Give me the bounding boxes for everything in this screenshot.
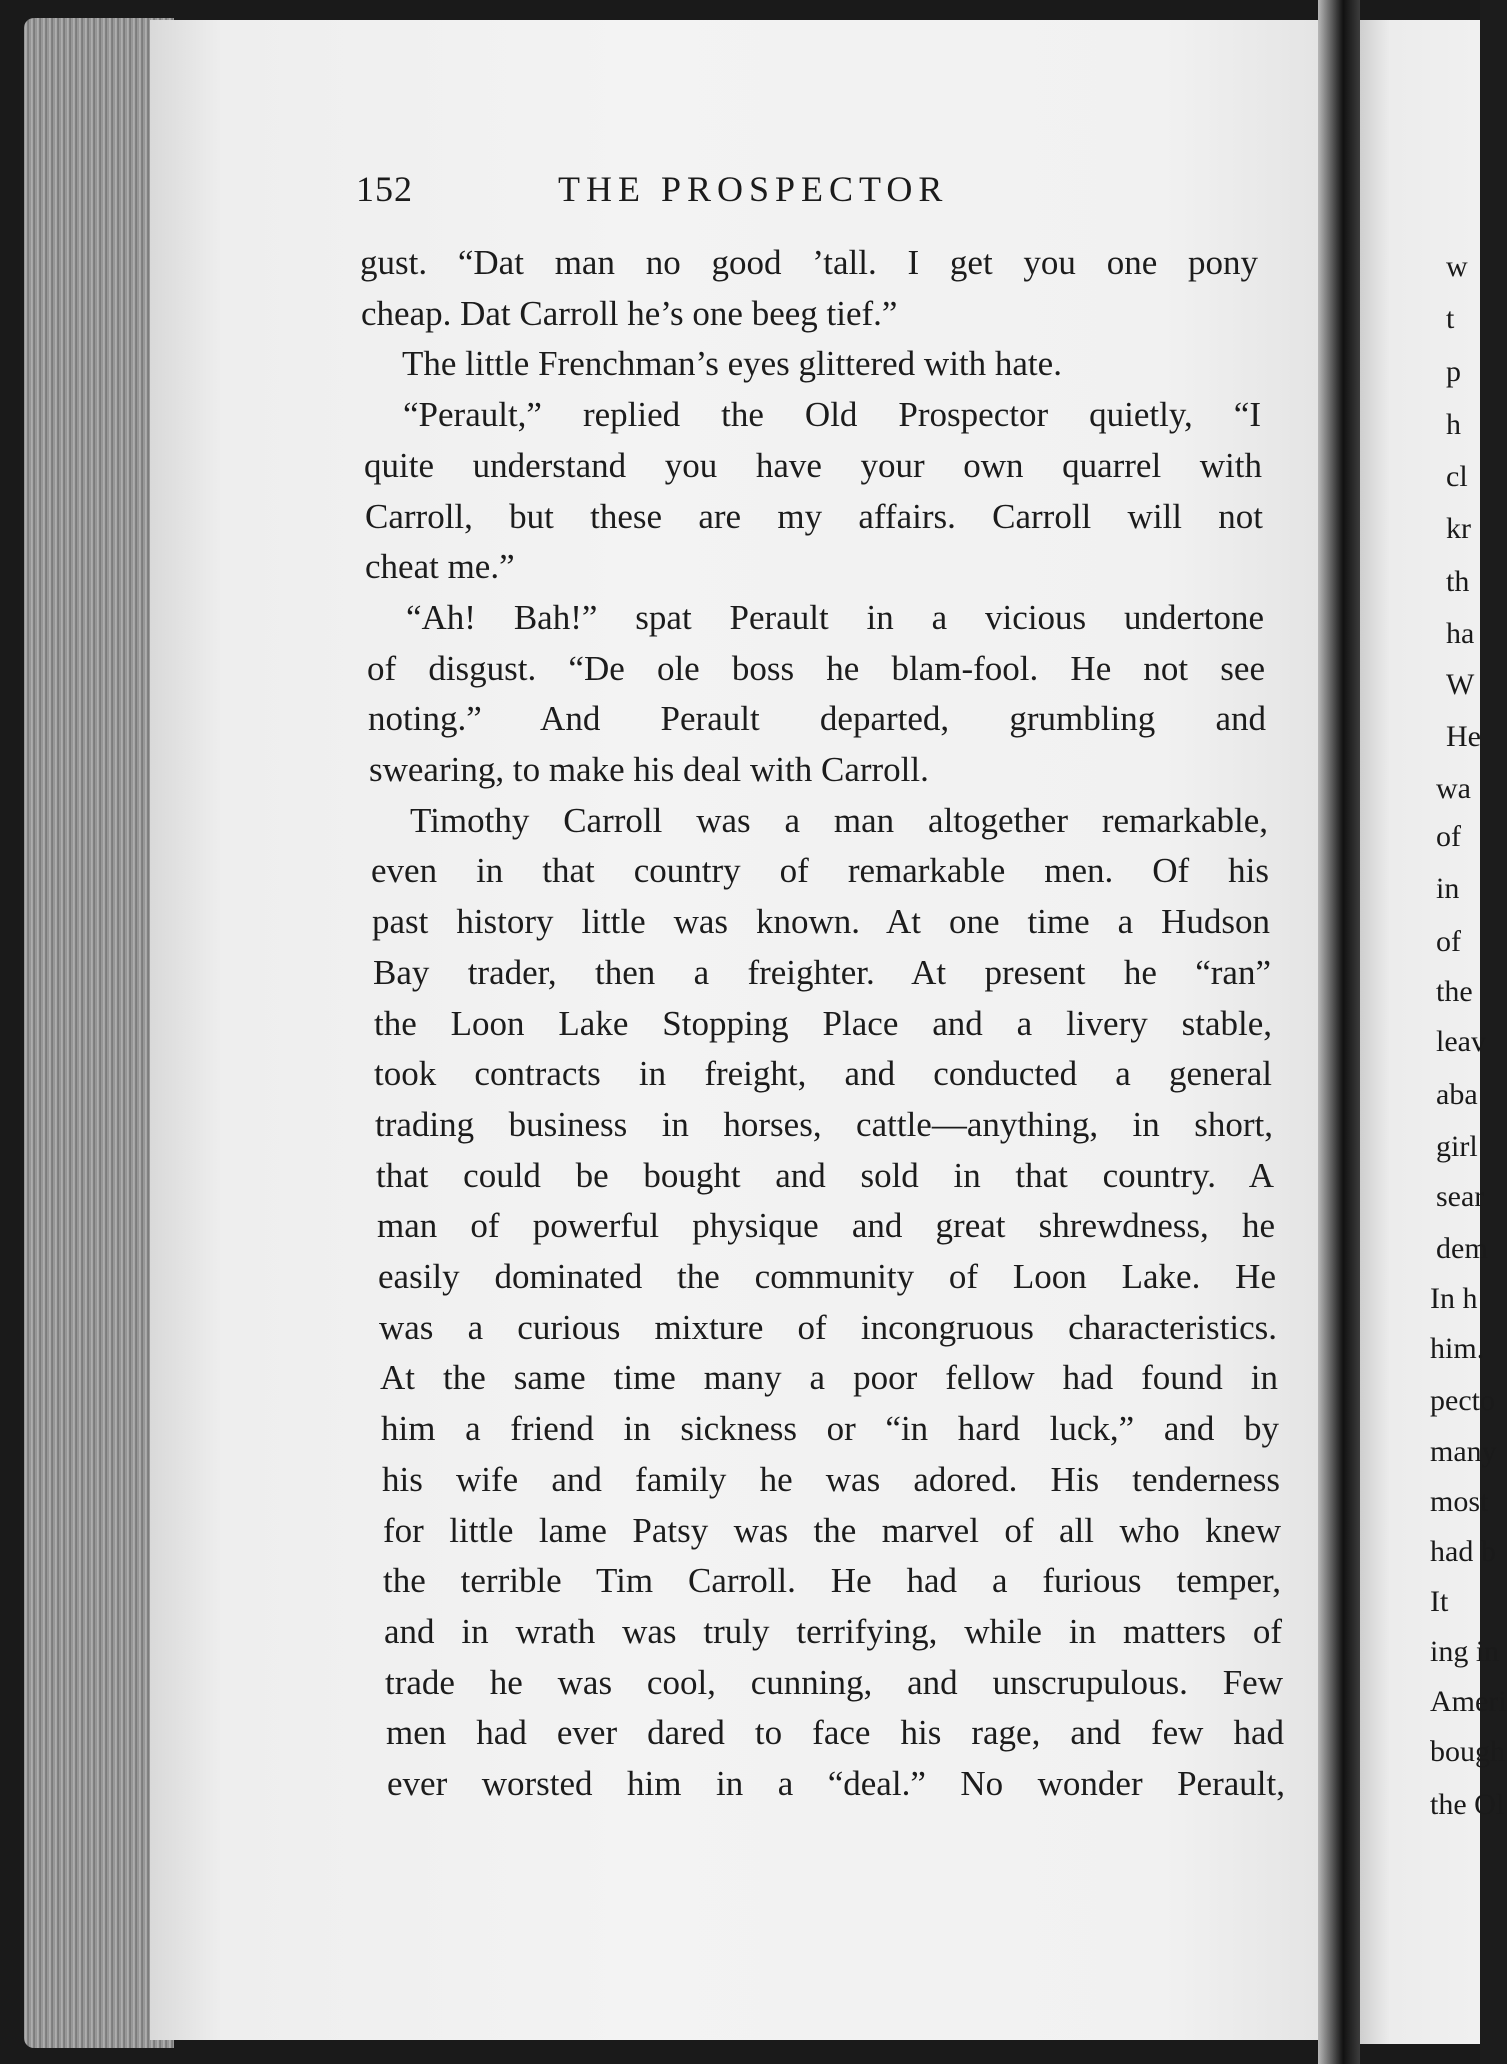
right-page-fragment: Ameri [1430, 1685, 1507, 1718]
text-line: Carroll, but these are my affairs. Carroll will not [365, 496, 1263, 536]
text-line: of disgust. “De ole boss he blam-fool. He not see [367, 648, 1265, 688]
right-page-fragment: had b [1430, 1535, 1496, 1568]
book-gutter [1318, 0, 1360, 2064]
text-line: quite understand you have your own quarrel with [364, 445, 1262, 485]
right-page-fragment: leav [1436, 1025, 1486, 1058]
text-line: the terrible Tim Carroll. He had a furious temper, [383, 1561, 1281, 1601]
right-page-fragment: many [1430, 1435, 1497, 1468]
text-line: his wife and family he was adored. His tenderness [382, 1459, 1280, 1499]
text-line: Bay trader, then a freighter. At present he “ran” [373, 952, 1271, 992]
right-page-fragment: kr [1446, 512, 1471, 545]
right-page-fragment: It [1430, 1585, 1449, 1618]
text-line: gust. “Dat man no good ’tall. I get you one pony [360, 243, 1258, 282]
right-page-fragment: girl [1436, 1130, 1478, 1163]
right-page-fragment: He [1446, 720, 1481, 753]
right-page-fragment: W [1446, 668, 1475, 701]
right-page-fragment: ing in [1430, 1635, 1500, 1668]
text-line: cheap. Dat Carroll he’s one beeg tief.” [361, 293, 898, 333]
text-line: ever worsted him in a “deal.” No wonder Perault, [387, 1764, 1285, 1803]
right-page-fragment: w [1446, 250, 1468, 283]
right-page-fragment: dem [1436, 1232, 1488, 1265]
right-page-fragment: p [1446, 355, 1461, 388]
text-line: cheat me.” [365, 547, 515, 587]
text-line: past history little was known. At one time a Hudson [372, 902, 1270, 942]
text-line: even in that country of remarkable men. Of his [371, 851, 1269, 891]
text-line: took contracts in freight, and conducted a general [374, 1054, 1272, 1094]
right-page-fragment: him. [1430, 1332, 1485, 1365]
right-page-fragment: sear [1436, 1180, 1485, 1213]
right-page-fragment: of [1436, 925, 1461, 958]
right-page-fragment: pecto [1430, 1384, 1495, 1417]
text-line: was a curious mixture of incongruous characteristics. [379, 1307, 1277, 1347]
right-page-fragment: the [1436, 975, 1473, 1008]
text-line: “Ah! Bah!” spat Perault in a vicious undertone [406, 597, 1264, 637]
text-line: for little lame Patsy was the marvel of all who knew [383, 1510, 1281, 1550]
right-page [1360, 20, 1507, 2044]
right-page-fragment: most [1430, 1485, 1489, 1518]
text-line: noting.” And Perault departed, grumbling and [368, 699, 1266, 739]
right-page-fragment: h [1446, 408, 1461, 441]
text-line: trading business in horses, cattle—anything, in short, [375, 1104, 1273, 1144]
page-number: 152 [356, 169, 413, 209]
text-line: “Perault,” replied the Old Prospector quietly, “I [403, 395, 1261, 435]
text-line: The little Frenchman’s eyes glittered with hate. [402, 344, 1062, 384]
text-line: the Loon Lake Stopping Place and a livery stable, [374, 1003, 1272, 1043]
right-page-fragment: t [1446, 302, 1455, 335]
right-page-fragment: In h [1430, 1282, 1478, 1315]
right-page-fragment: ha [1446, 617, 1475, 650]
right-page-fragment: th [1446, 565, 1470, 598]
right-page-fragment: bough [1430, 1735, 1505, 1768]
right-page-fragment: wa [1436, 772, 1471, 805]
text-line: and in wrath was truly terrifying, while in matters of [384, 1611, 1282, 1651]
text-line: trade he was cool, cunning, and unscrupulous. Few [385, 1662, 1283, 1702]
right-page-fragment: aba [1436, 1078, 1478, 1111]
text-line: man of powerful physique and great shrewdness, he [377, 1206, 1275, 1246]
right-page-fragment: in [1436, 872, 1460, 905]
text-line: men had ever dared to face his rage, and few had [386, 1713, 1284, 1753]
right-page-fragment: of [1436, 820, 1461, 853]
text-line: easily dominated the community of Loon Lake. He [378, 1257, 1276, 1296]
text-line: At the same time many a poor fellow had found in [380, 1358, 1278, 1398]
running-head: THE PROSPECTOR [558, 169, 949, 209]
text-line: that could be bought and sold in that country. A [376, 1155, 1274, 1195]
right-page-fragment: the Ol [1430, 1788, 1505, 1821]
text-line: swearing, to make his deal with Carroll. [369, 750, 929, 789]
text-line: Timothy Carroll was a man altogether remarkable, [410, 800, 1268, 840]
text-line: him a friend in sickness or “in hard luck,” and by [381, 1409, 1279, 1449]
right-page-fragment: cl [1446, 460, 1468, 493]
